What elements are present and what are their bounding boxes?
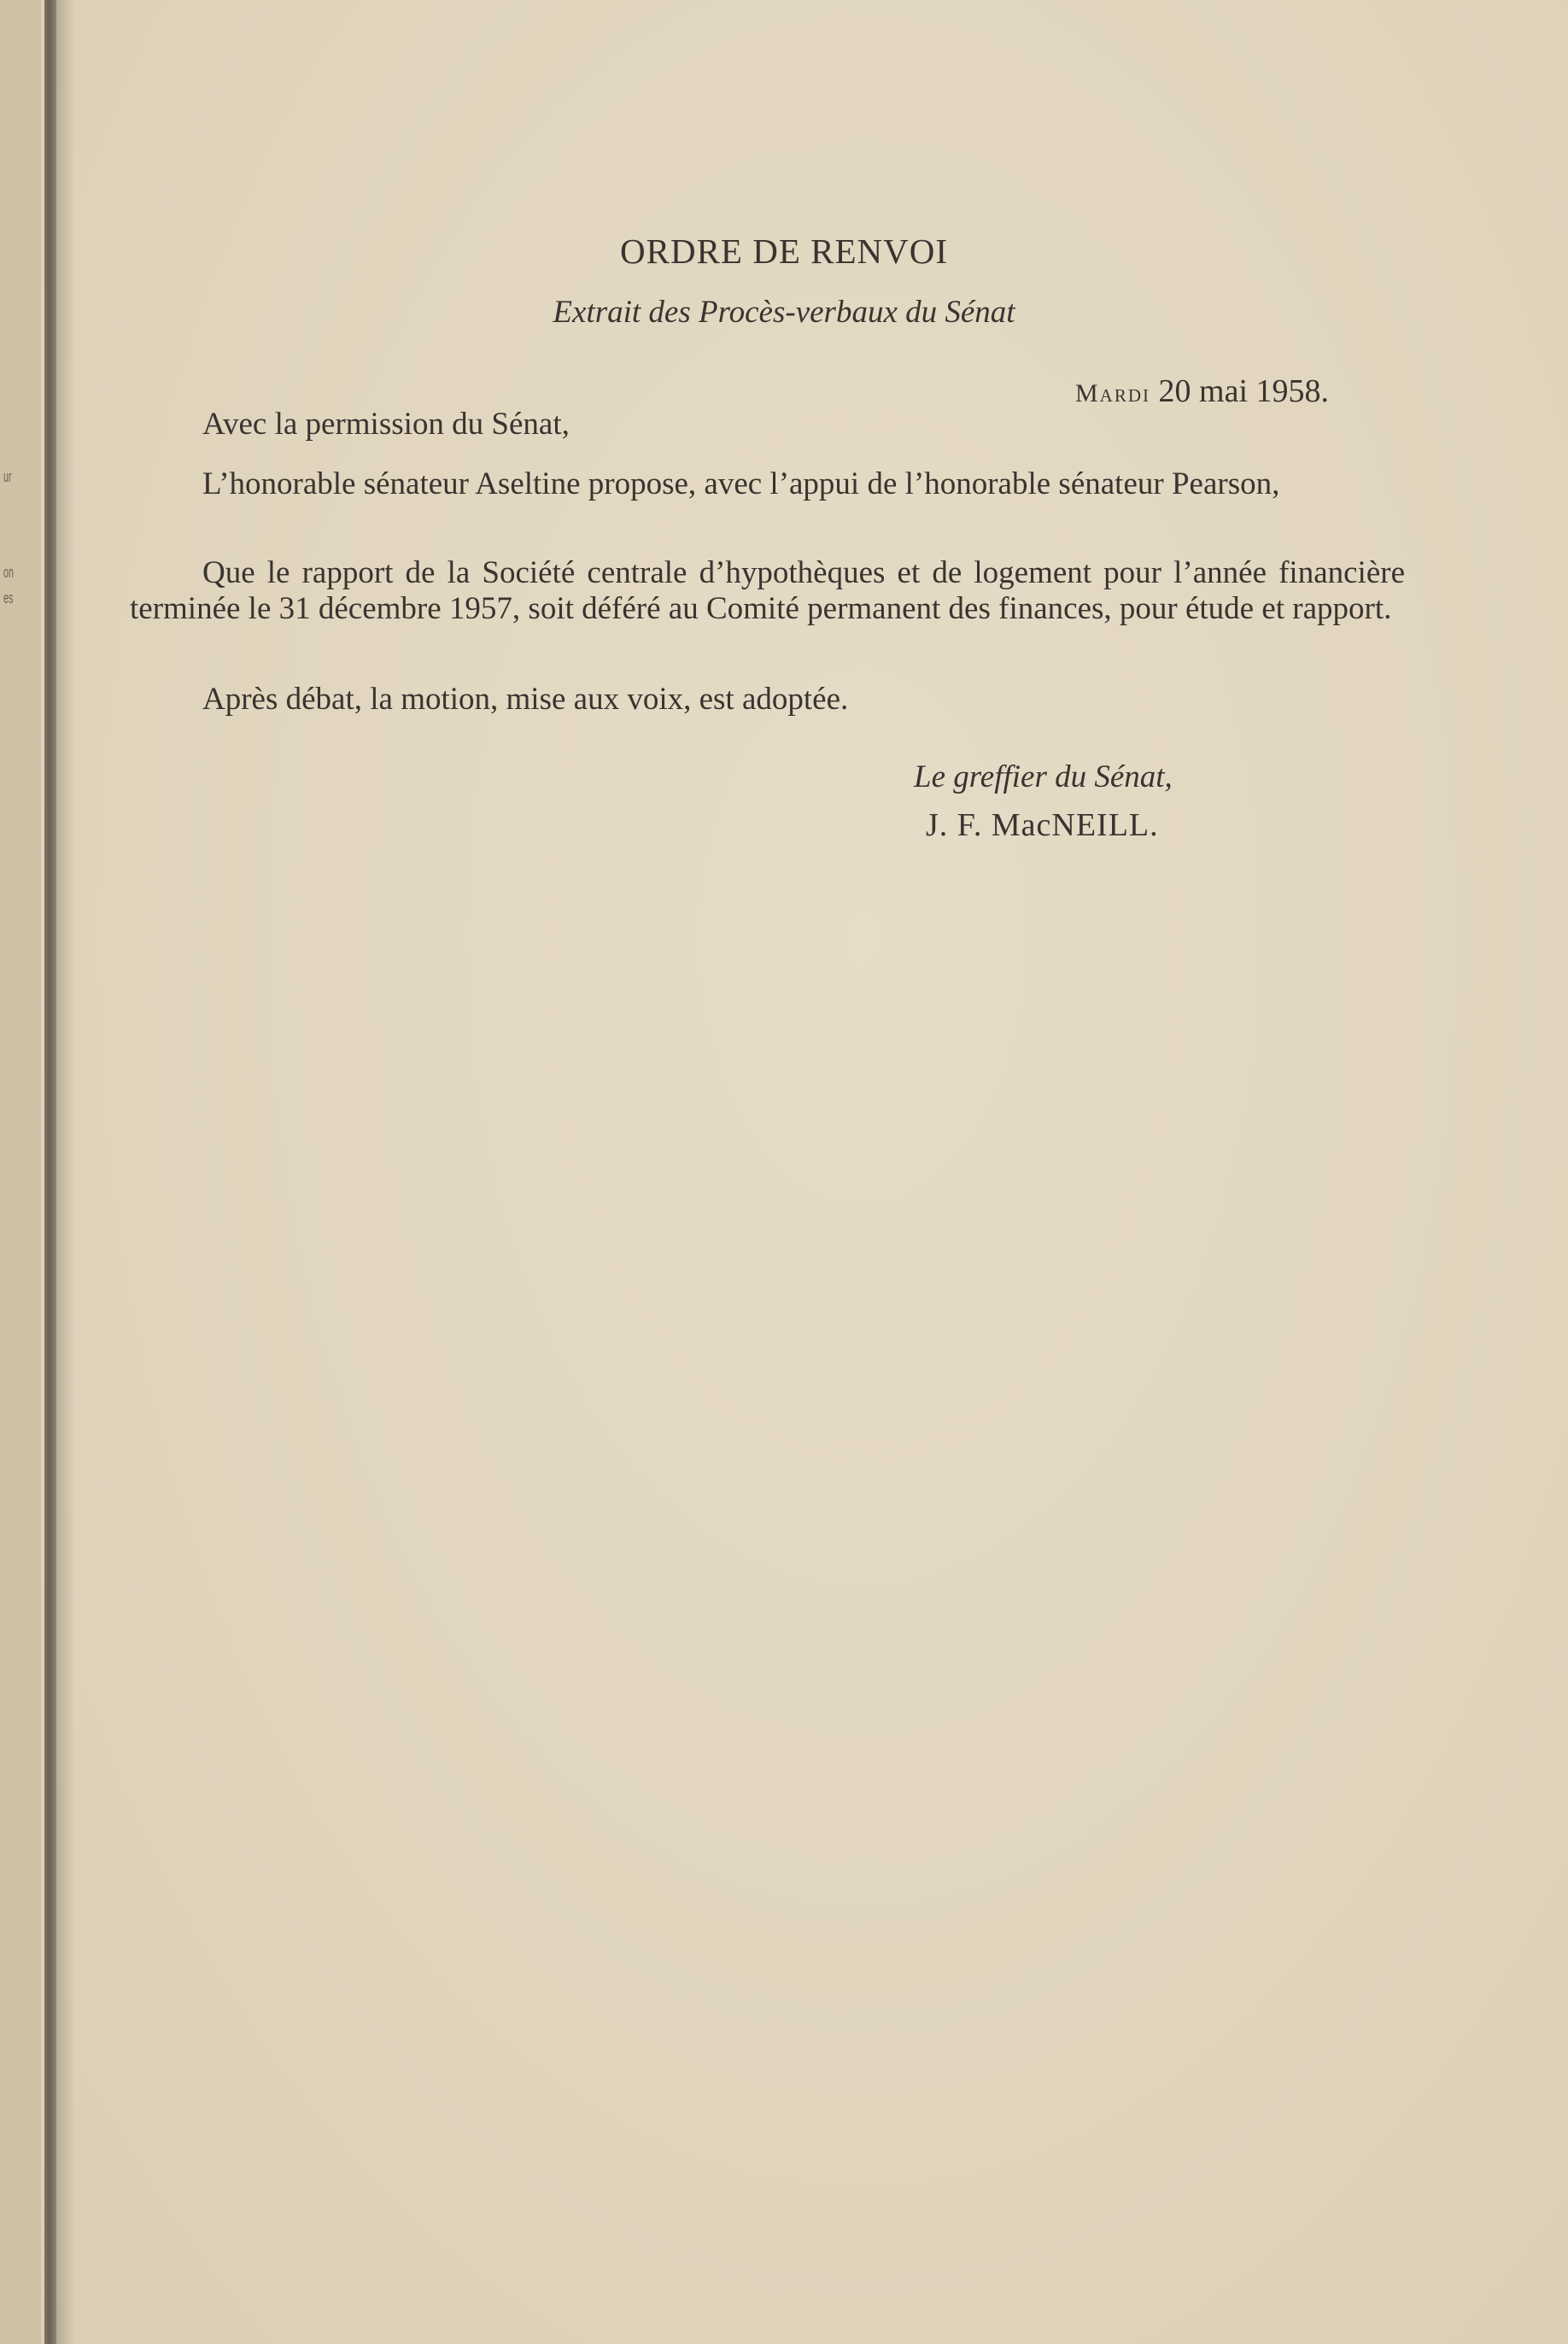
signature-title: Le greffier du Sénat,	[914, 759, 1173, 794]
gutter-shadow	[56, 0, 75, 2344]
margin-fragment: es	[3, 589, 14, 607]
paragraph-permission: Avec la permission du Sénat,	[202, 407, 570, 442]
page-title: ORDRE DE RENVOI	[620, 231, 948, 271]
paragraph-adopted: Après débat, la motion, mise aux voix, est adoptée.	[202, 682, 849, 717]
date-rest: 20 mai 1958.	[1150, 373, 1329, 409]
binding-gutter	[44, 0, 56, 2344]
facing-page-edge	[0, 0, 41, 2344]
document-date	[1075, 372, 1329, 410]
paragraph-referral: Que le rapport de la Société centrale d’hypothèques et de logement pour l’année financière terminée le 31 décembre 1957, soit déféré au Comité permanent des finances, pour étude et rapport.	[130, 555, 1405, 626]
page-subtitle: Extrait des Procès-verbaux du Sénat	[553, 295, 1015, 330]
margin-fragment: on	[3, 564, 15, 581]
signature-name: J. F. MacNEILL.	[926, 807, 1159, 843]
margin-fragment: ur	[3, 468, 12, 485]
paragraph-motion: L’honorable sénateur Aseltine propose, avec l’appui de l’honorable sénateur Pearson,	[202, 466, 1280, 501]
date-day: Mardi	[1075, 379, 1151, 407]
